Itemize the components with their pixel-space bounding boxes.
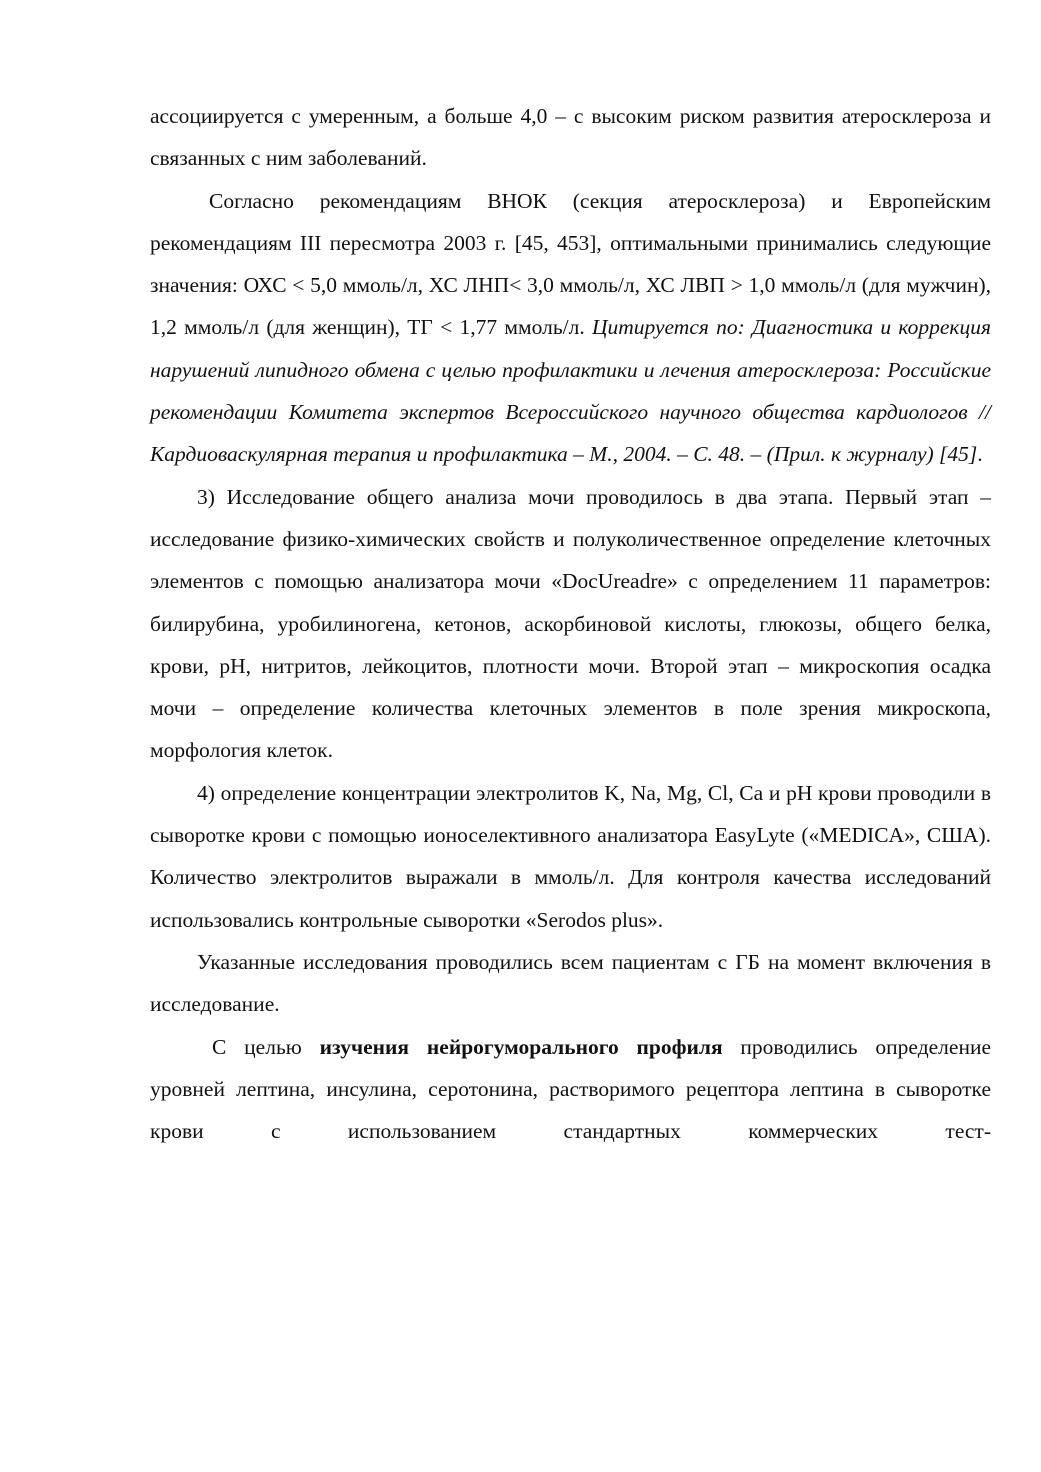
lipid-norms-text: Согласно рекомендациям ВНОК (секция атеросклероза) и Европейским рекомендациям III пересмотра 2003 г. [45, 453], оптимальными принимались следующие значения: ОХС < 5,0 ммоль/л, ХС ЛНП< 3,0 ммоль/л, ХС ЛВП > 1,0 ммоль/л (для мужчин), 1,2 ммоль/л (для женщин), ТГ < 1,77 ммоль/л. [150, 188, 991, 340]
neurohumoral-rest: проводились определение уровней лептина, инсулина, серотонина, растворимого рецептора лептина в сыворотке крови с использованием стандартных коммерческих тест- [150, 1034, 991, 1144]
paragraph-atherosclerosis-risk: ассоциируется с умеренным, а больше 4,0 – с высоким риском развития атеросклероза и связанных с ним заболеваний. [150, 104, 991, 171]
paragraph-lipid-recommendations [150, 180, 991, 476]
neurohumoral-start: С целью [212, 1034, 320, 1059]
paragraph-electrolytes: 4) определение концентрации электролитов K, Na, Mg, Cl, Ca и pH крови проводили в сыворотке крови с помощью ионоселективного анализатора EasyLyte («MEDICA», США). Количество электролитов выражали в ммоль/л. Для контроля качества исследований использовались контрольные сыворотки «Serodos plus». [150, 780, 991, 932]
neurohumoral-bold: изучения нейрогуморального профиля [319, 1034, 723, 1059]
paragraph-neurohumoral-profile [150, 1026, 991, 1153]
paragraph-patients-note: Указанные исследования проводились всем пациентам с ГБ на момент включения в исследование. [150, 949, 991, 1017]
paragraph-urinalysis: 3) Исследование общего анализа мочи проводилось в два этапа. Первый этап – исследование физико-химических свойств и полуколичественное определение клеточных элементов с помощью анализатора мочи «DocUreadre» с определением 11 параметров: билирубина, уробилиногена, кетонов, аскорбиновой кислоты, глюкозы, общего белка, крови, pH, нитритов, лейкоцитов, плотности мочи. Второй этап – микроскопия осадка мочи – определение количества клеточных элементов в поле зрения микроскопа, морфология клеток. [150, 484, 991, 763]
citation-italic: Цитируется по: Диагностика и коррекция нарушений липидного обмена с целью профилактики и лечения атеросклероза: Российские рекомендации Комитета экспертов Всероссийского научного общества кардиологов // Кардиоваскулярная терапия и профилактика – М., 2004. – С. 48. – (Прил. к журналу) [45] [150, 315, 991, 467]
citation-end: . [977, 442, 983, 467]
